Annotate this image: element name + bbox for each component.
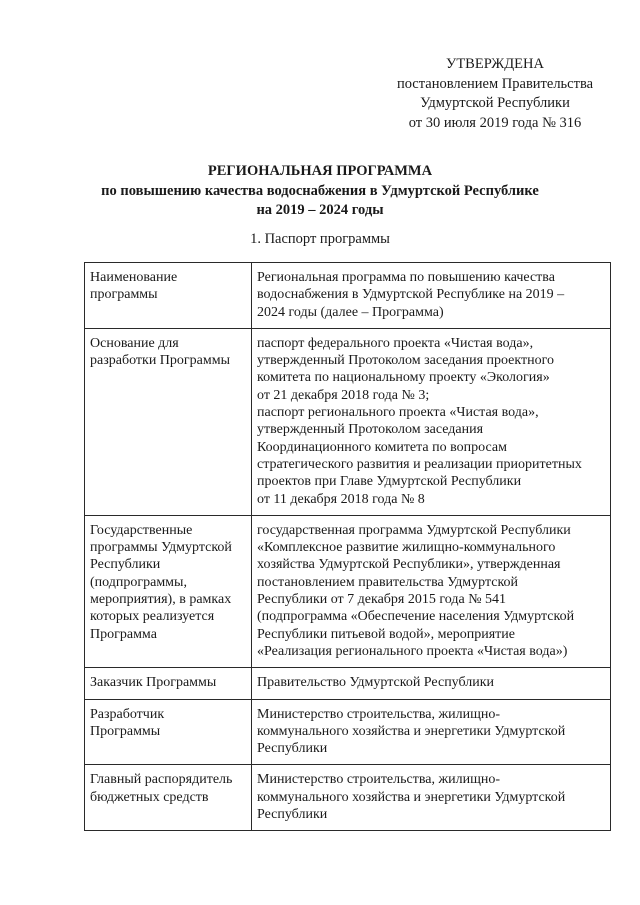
table-row: [85, 765, 611, 831]
row-value-cell: [252, 263, 611, 329]
row-value-line: Министерство строительства, жилищно-: [257, 706, 501, 722]
row-value-cell: [252, 515, 611, 667]
row-label-line: бюджетных средств: [90, 789, 209, 805]
approval-line: от 30 июля 2019 года № 316: [408, 114, 582, 131]
approval-line: постановлением Правительства: [396, 75, 594, 92]
row-value-line: государственная программа Удмуртской Республики: [257, 522, 571, 538]
row-label-cell: [85, 699, 252, 765]
passport-table: [84, 262, 611, 831]
row-value-line: паспорт федерального проекта «Чистая вода»,: [257, 335, 534, 351]
row-label-cell: [85, 263, 252, 329]
row-label-line: Разработчик: [90, 706, 165, 722]
row-label-line: (подпрограммы,: [90, 574, 187, 590]
row-label-line: Программы: [90, 723, 161, 739]
row-label-line: Государственные: [90, 522, 193, 538]
row-value-line: Координационного комитета по вопросам: [257, 439, 507, 455]
title-line: на 2019 – 2024 годы: [256, 202, 384, 218]
row-value-cell: [252, 668, 611, 699]
row-value-line: (подпрограмма «Обеспечение населения Удмуртской: [257, 609, 575, 625]
row-value-line: 2024 годы (далее – Программа): [257, 304, 444, 320]
row-value-line: Правительство Удмуртской Республики: [257, 675, 495, 691]
row-value-line: стратегического развития и реализации приоритетных: [257, 456, 582, 472]
section-heading: 1. Паспорт программы: [250, 231, 390, 247]
row-value-cell: [252, 699, 611, 765]
row-label-line: программы Удмуртской: [90, 540, 232, 556]
row-label-line: Республики: [90, 557, 161, 573]
row-value-line: коммунального хозяйства и энергетики Удмуртской: [257, 723, 566, 739]
row-value-line: водоснабжения в Удмуртской Республике на 2019 –: [257, 287, 565, 303]
row-value-line: Республики: [257, 807, 328, 823]
row-value-line: Министерство строительства, жилищно-: [257, 772, 501, 788]
row-label-line: Главный распорядитель: [90, 772, 233, 788]
row-value-line: коммунального хозяйства и энергетики Удмуртской: [257, 789, 566, 805]
row-label-line: Заказчик Программы: [90, 675, 217, 691]
row-label-line: Наименование: [90, 270, 178, 285]
table-row: [85, 328, 611, 515]
row-value-line: утвержденный Протоколом заседания проектного: [257, 353, 555, 369]
row-label-cell: [85, 765, 252, 831]
row-value-line: Республики от 7 декабря 2015 года № 541: [257, 592, 507, 608]
title-line: РЕГИОНАЛЬНАЯ ПРОГРАММА: [207, 163, 433, 179]
table-row: [85, 699, 611, 765]
row-label-line: Основание для: [90, 335, 179, 351]
row-value-cell: [252, 765, 611, 831]
title-line: по повышению качества водоснабжения в Удмуртской Республике: [101, 182, 539, 199]
row-value-line: паспорт регионального проекта «Чистая вода»,: [257, 405, 539, 421]
row-value-line: «Реализация регионального проекта «Чистая вода»): [257, 643, 568, 659]
row-value-line: от 21 декабря 2018 года № 3;: [257, 387, 430, 403]
row-value-line: «Комплексное развитие жилищно-коммунального: [257, 540, 556, 556]
row-value-cell: [252, 328, 611, 515]
row-value-line: проектов при Главе Удмуртской Республики: [257, 474, 522, 490]
table-row: [85, 668, 611, 699]
table-row: [85, 263, 611, 329]
row-value-line: Региональная программа по повышению качества: [257, 270, 555, 285]
row-value-line: Республики: [257, 741, 328, 757]
row-value-line: хозяйства Удмуртской Республики», утвержденная: [257, 557, 561, 573]
row-value-line: Республики питьевой водой», мероприятие: [257, 626, 515, 642]
row-label-line: программы: [90, 287, 158, 303]
row-label-cell: [85, 515, 252, 667]
approval-status: УТВЕРЖДЕНА: [446, 56, 544, 72]
row-label-line: которых реализуется: [90, 609, 215, 625]
row-value-line: комитета по национальному проекту «Экология»: [257, 370, 550, 386]
row-label-cell: [85, 328, 252, 515]
row-label-line: разработки Программы: [90, 353, 230, 369]
row-value-line: утвержденный Протоколом заседания: [257, 422, 484, 438]
row-label-line: мероприятия), в рамках: [90, 592, 232, 608]
table-row: [85, 515, 611, 667]
approval-block: [380, 55, 610, 133]
row-label-cell: [85, 668, 252, 699]
row-value-line: постановлением правительства Удмуртской: [257, 574, 519, 590]
row-value-line: от 11 декабря 2018 года № 8: [257, 491, 425, 507]
row-label-line: Программа: [90, 626, 157, 642]
approval-line: Удмуртской Республики: [420, 95, 570, 111]
document-title: [0, 162, 640, 221]
